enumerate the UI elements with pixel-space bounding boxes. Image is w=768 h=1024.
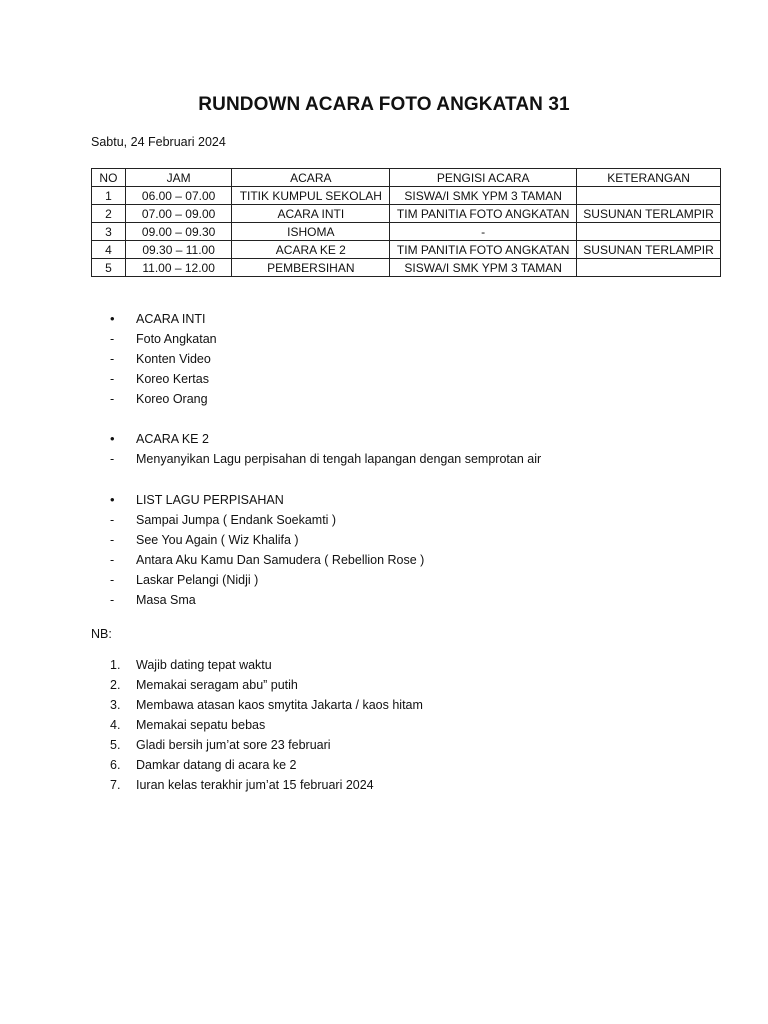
cell-no: 4 bbox=[92, 241, 126, 259]
list-item-text: Konten Video bbox=[136, 352, 211, 366]
section-heading-text: ACARA KE 2 bbox=[136, 432, 209, 446]
list-item bbox=[110, 590, 424, 610]
event-date: Sabtu, 24 Februari 2024 bbox=[91, 135, 226, 149]
list-item-text: Memakai sepatu bebas bbox=[136, 718, 266, 732]
list-item-text: Memakai seragam abu” putih bbox=[136, 678, 298, 692]
nb-list bbox=[110, 655, 423, 795]
list-item bbox=[110, 329, 217, 349]
cell-pengisi: SISWA/I SMK YPM 3 TAMAN bbox=[390, 187, 577, 205]
section-acara-inti bbox=[110, 309, 217, 409]
cell-acara: TITIK KUMPUL SEKOLAH bbox=[232, 187, 390, 205]
section-heading bbox=[110, 309, 217, 329]
dash-marker: - bbox=[110, 573, 115, 587]
dash-marker: - bbox=[110, 372, 115, 386]
cell-acara: ACARA KE 2 bbox=[232, 241, 390, 259]
list-item bbox=[110, 735, 423, 755]
table-row bbox=[92, 223, 721, 241]
cell-jam: 09.00 – 09.30 bbox=[125, 223, 232, 241]
list-item-text: Sampai Jumpa ( Endank Soekamti ) bbox=[136, 513, 337, 527]
table-row bbox=[92, 187, 721, 205]
list-number: 6. bbox=[110, 758, 121, 772]
table-row bbox=[92, 241, 721, 259]
cell-jam: 11.00 – 12.00 bbox=[125, 259, 232, 277]
header-acara: ACARA bbox=[232, 169, 390, 187]
list-item bbox=[110, 755, 423, 775]
list-item-text: Masa Sma bbox=[136, 593, 196, 607]
header-keterangan: KETERANGAN bbox=[577, 169, 721, 187]
cell-jam: 07.00 – 09.00 bbox=[125, 205, 232, 223]
section-heading bbox=[110, 490, 424, 510]
list-item-text: Koreo Kertas bbox=[136, 372, 209, 386]
list-item bbox=[110, 550, 424, 570]
cell-no: 1 bbox=[92, 187, 126, 205]
list-item-text: Foto Angkatan bbox=[136, 332, 217, 346]
list-item bbox=[110, 775, 423, 795]
nb-label: NB: bbox=[91, 627, 112, 641]
list-item bbox=[110, 715, 423, 735]
list-item bbox=[110, 369, 217, 389]
list-number: 1. bbox=[110, 658, 121, 672]
cell-keterangan: SUSUNAN TERLAMPIR bbox=[577, 241, 721, 259]
list-item-text: Membawa atasan kaos smytita Jakarta / kaos hitam bbox=[136, 698, 423, 712]
list-item bbox=[110, 349, 217, 369]
dash-marker: - bbox=[110, 452, 115, 466]
cell-acara: PEMBERSIHAN bbox=[232, 259, 390, 277]
list-number: 4. bbox=[110, 718, 121, 732]
list-item-text: Koreo Orang bbox=[136, 392, 208, 406]
dash-marker: - bbox=[110, 392, 115, 406]
list-item bbox=[110, 510, 424, 530]
table-row bbox=[92, 259, 721, 277]
dash-marker: - bbox=[110, 352, 115, 366]
list-item bbox=[110, 695, 423, 715]
table-header-row bbox=[92, 169, 721, 187]
list-number: 2. bbox=[110, 678, 121, 692]
header-no: NO bbox=[92, 169, 126, 187]
cell-no: 3 bbox=[92, 223, 126, 241]
cell-no: 5 bbox=[92, 259, 126, 277]
cell-keterangan bbox=[577, 259, 721, 277]
cell-pengisi: TIM PANITIA FOTO ANGKATAN bbox=[390, 205, 577, 223]
dash-marker: - bbox=[110, 593, 115, 607]
section-acara-ke-2 bbox=[110, 429, 541, 469]
list-item-text: Iuran kelas terakhir jum’at 15 februari 2024 bbox=[136, 778, 374, 792]
list-item-text: Wajib dating tepat waktu bbox=[136, 658, 272, 672]
section-heading-text: ACARA INTI bbox=[136, 312, 206, 326]
dash-marker: - bbox=[110, 553, 115, 567]
list-item-text: Antara Aku Kamu Dan Samudera ( Rebellion Rose ) bbox=[136, 553, 425, 567]
bullet-marker: • bbox=[110, 431, 115, 446]
list-item-text: Menyanyikan Lagu perpisahan di tengah lapangan dengan semprotan air bbox=[136, 452, 542, 466]
cell-pengisi: SISWA/I SMK YPM 3 TAMAN bbox=[390, 259, 577, 277]
list-number: 5. bbox=[110, 738, 121, 752]
list-item bbox=[110, 655, 423, 675]
section-list-lagu bbox=[110, 490, 424, 610]
cell-keterangan: SUSUNAN TERLAMPIR bbox=[577, 205, 721, 223]
list-item bbox=[110, 530, 424, 550]
cell-no: 2 bbox=[92, 205, 126, 223]
cell-jam: 06.00 – 07.00 bbox=[125, 187, 232, 205]
header-pengisi-acara: PENGISI ACARA bbox=[390, 169, 577, 187]
cell-pengisi: TIM PANITIA FOTO ANGKATAN bbox=[390, 241, 577, 259]
bullet-marker: • bbox=[110, 311, 115, 326]
list-number: 3. bbox=[110, 698, 121, 712]
list-item-text: Damkar datang di acara ke 2 bbox=[136, 758, 297, 772]
cell-jam: 09.30 – 11.00 bbox=[125, 241, 232, 259]
list-item-text: Laskar Pelangi (Nidji ) bbox=[136, 573, 259, 587]
list-item bbox=[110, 675, 423, 695]
list-item bbox=[110, 570, 424, 590]
header-jam: JAM bbox=[125, 169, 232, 187]
list-number: 7. bbox=[110, 778, 121, 792]
section-heading-text: LIST LAGU PERPISAHAN bbox=[136, 493, 284, 507]
cell-keterangan bbox=[577, 223, 721, 241]
dash-marker: - bbox=[110, 332, 115, 346]
bullet-marker: • bbox=[110, 492, 115, 507]
dash-marker: - bbox=[110, 513, 115, 527]
list-item bbox=[110, 389, 217, 409]
cell-acara: ISHOMA bbox=[232, 223, 390, 241]
dash-marker: - bbox=[110, 533, 115, 547]
rundown-table bbox=[91, 168, 721, 277]
section-heading bbox=[110, 429, 541, 449]
cell-pengisi: - bbox=[390, 223, 577, 241]
cell-acara: ACARA INTI bbox=[232, 205, 390, 223]
page-title: RUNDOWN ACARA FOTO ANGKATAN 31 bbox=[198, 94, 570, 115]
list-item-text: Gladi bersih jum’at sore 23 februari bbox=[136, 738, 331, 752]
cell-keterangan bbox=[577, 187, 721, 205]
list-item bbox=[110, 449, 541, 469]
list-item-text: See You Again ( Wiz Khalifa ) bbox=[136, 533, 299, 547]
table-row bbox=[92, 205, 721, 223]
